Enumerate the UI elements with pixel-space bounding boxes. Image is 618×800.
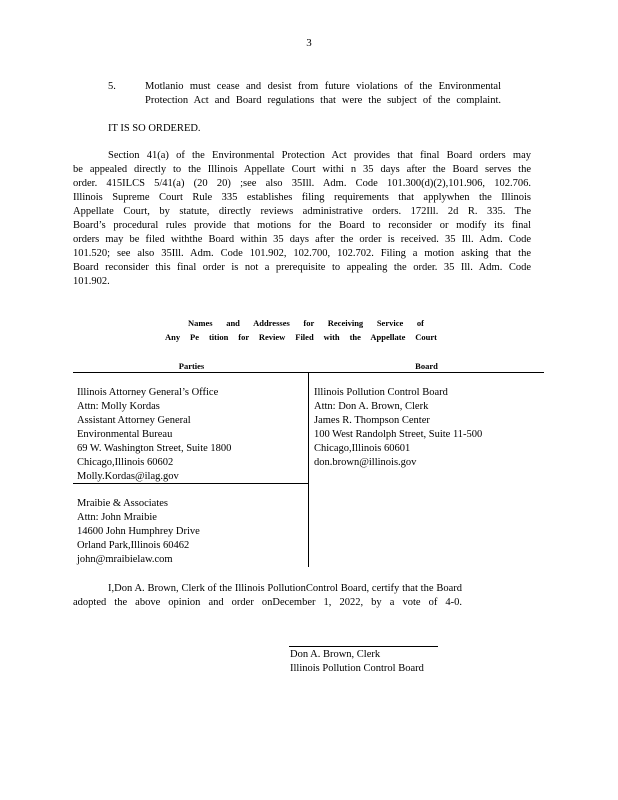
address-line: Chicago,Illinois 60601 <box>314 443 411 454</box>
paragraph-line: Illinois Supreme Court Rule 335 establishes filing requirements that applywhen the Illinois <box>73 192 531 203</box>
address-line: Attn: John Mraibie <box>77 512 157 523</box>
signature-organization: Illinois Pollution Control Board <box>290 663 424 674</box>
address-line: James R. Thompson Center <box>314 415 430 426</box>
address-line: Attn: Don A. Brown, Clerk <box>314 401 429 412</box>
email-address: Molly.Kordas@ilag.gov <box>77 471 179 482</box>
page-number: 3 <box>306 37 312 49</box>
order-item-line: Protection Act and Board regulations that were the subject of the complaint. <box>145 95 501 106</box>
service-table-caption-1: Names and Addresses for Receiving Service of <box>188 318 424 328</box>
paragraph-line: 101.902. <box>73 276 110 287</box>
service-table-caption-2: Any Pe tition for Review Filed with the Appellate Court <box>165 332 437 342</box>
column-header-board: Board <box>415 361 438 371</box>
board-address-block <box>314 386 482 470</box>
paragraph-line: Section 41(a) of the Environmental Protection Act provides that final Board orders may <box>108 150 531 161</box>
certification-paragraph <box>73 582 462 610</box>
address-line: Attn: Molly Kordas <box>77 401 160 412</box>
order-item-line: Motlanio must cease and desist from future violations of the Environmental <box>145 81 501 92</box>
paragraph-line: be appealed directly to the Illinois Appellate Court withi n 35 days after the Board serves the <box>73 164 531 175</box>
paragraph-line: order. 415ILCS 5/41(a) (20 20) ;see also 35Ill. Adm. Code 101.300(d)(2),101.906, 102.706. <box>73 178 531 189</box>
address-line: Orland Park,Illinois 60462 <box>77 540 190 551</box>
paragraph-line: Board’s procedural rules provide that motions for the Board to reconsider or modify its final <box>73 220 531 231</box>
address-line: Assistant Attorney General <box>77 415 191 426</box>
address-line: Mraibie & Associates <box>77 498 168 509</box>
address-line: Chicago,Illinois 60602 <box>77 457 174 468</box>
appeal-paragraph <box>73 149 531 289</box>
order-item-number: 5. <box>108 81 116 92</box>
signature-line <box>289 646 438 647</box>
signature-name: Don A. Brown, Clerk <box>290 649 381 660</box>
party-address-block <box>77 386 231 484</box>
party-address-block <box>77 497 200 567</box>
email-address: don.brown@illinois.gov <box>314 457 417 468</box>
order-item-text <box>145 80 501 108</box>
address-line: 100 West Randolph Street, Suite 11-500 <box>314 429 483 440</box>
email-address: john@mraibielaw.com <box>77 554 173 565</box>
address-line: 14600 John Humphrey Drive <box>77 526 200 537</box>
certification-line: adopted the above opinion and order onDecember 1, 2022, by a vote of 4-0. <box>73 597 462 608</box>
certification-line: I,Don A. Brown, Clerk of the Illinois PollutionControl Board, certify that the Board <box>108 583 462 594</box>
address-line: Illinois Pollution Control Board <box>314 387 448 398</box>
paragraph-line: Board reconsider this final order is not a prerequisite to appealing the order. 35 Ill. Adm. Code <box>73 262 531 273</box>
table-column-divider <box>308 373 309 567</box>
paragraph-line: orders may be filed withthe Board within 35 days after the order is received. 35 Ill. Adm. Code <box>73 234 531 245</box>
paragraph-line: Appellate Court, by statute, directly reviews administrative orders. 172Ill. 2d R. 335. The <box>73 206 531 217</box>
address-line: Environmental Bureau <box>77 429 173 440</box>
paragraph-line: 101.520; see also 35Ill. Adm. Code 101.902, 102.700, 102.702. Filing a motion asking that the <box>73 248 531 259</box>
column-header-parties: Parties <box>178 361 205 371</box>
address-line: 69 W. Washington Street, Suite 1800 <box>77 443 232 454</box>
address-line: Illinois Attorney General’s Office <box>77 387 219 398</box>
so-ordered: IT IS SO ORDERED. <box>108 123 201 134</box>
